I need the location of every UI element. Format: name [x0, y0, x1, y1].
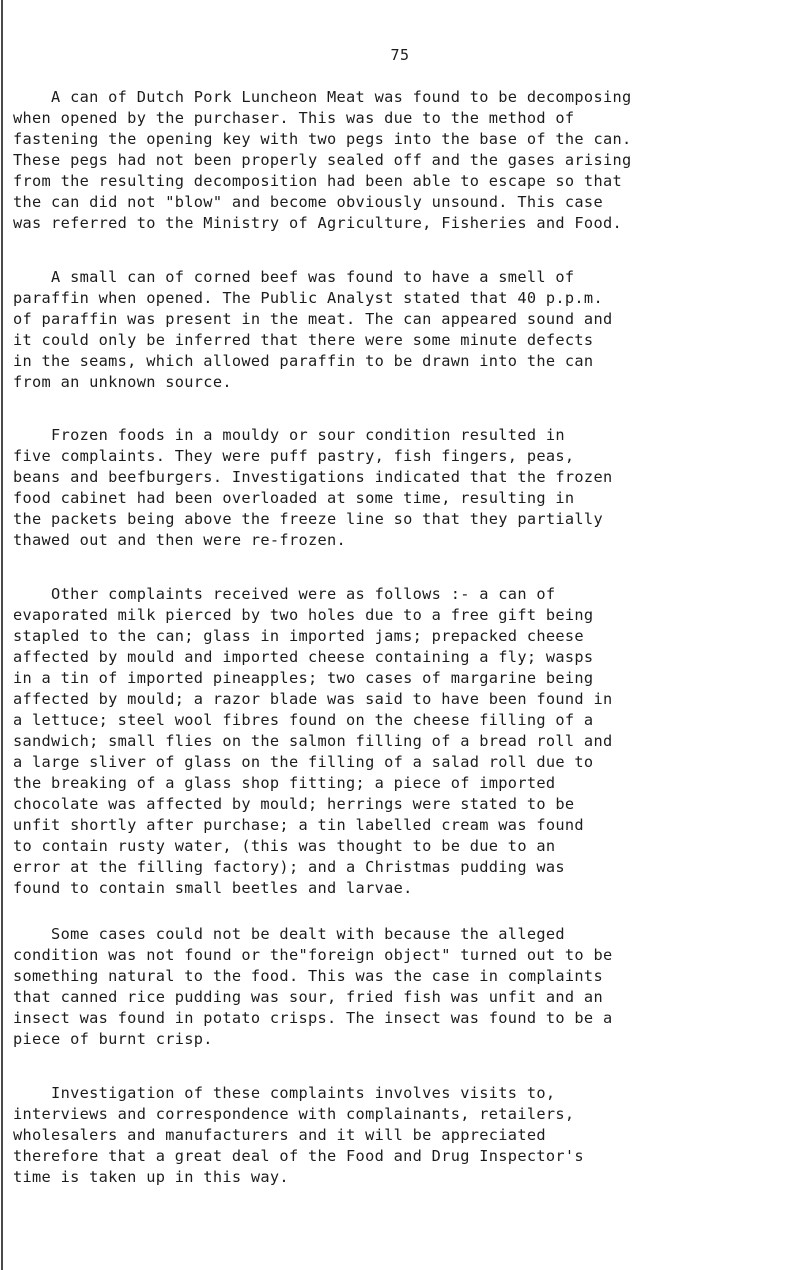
text-line: interviews and correspondence with complainants, retailers, [13, 1105, 575, 1123]
text-line: evaporated milk pierced by two holes due to a free gift being [13, 606, 594, 624]
text-line: found to contain small beetles and larvae. [13, 879, 413, 897]
text-line: insect was found in potato crisps. The insect was found to be a [13, 1009, 613, 1027]
text-line: it could only be inferred that there were some minute defects [13, 331, 594, 349]
text-line: that canned rice pudding was sour, fried fish was unfit and an [13, 988, 603, 1006]
text-line: in the seams, which allowed paraffin to be drawn into the can [13, 352, 594, 370]
text-line: fastening the opening key with two pegs into the base of the can. [13, 130, 632, 148]
text-line: five complaints. They were puff pastry, fish fingers, peas, [13, 447, 575, 465]
text-line: sandwich; small flies on the salmon filling of a bread roll and [13, 732, 613, 750]
paragraph-investigation [13, 1083, 793, 1188]
text-line: the packets being above the freeze line so that they partially [13, 510, 603, 528]
text-line: of paraffin was present in the meat. The can appeared sound and [13, 310, 613, 328]
text-line: affected by mould; a razor blade was said to have been found in [13, 690, 613, 708]
text-line: A small can of corned beef was found to have a smell of [13, 268, 575, 286]
text-line: therefore that a great deal of the Food and Drug Inspector's [13, 1147, 584, 1165]
text-line: from the resulting decomposition had been able to escape so that [13, 172, 622, 190]
text-line: chocolate was affected by mould; herrings were stated to be [13, 795, 575, 813]
text-line: the breaking of a glass shop fitting; a piece of imported [13, 774, 556, 792]
paragraph-corned-beef [13, 267, 793, 393]
text-line: when opened by the purchaser. This was due to the method of [13, 109, 575, 127]
text-line: Frozen foods in a mouldy or sour condition resulted in [13, 426, 565, 444]
text-line: thawed out and then were re-frozen. [13, 531, 347, 549]
text-line: time is taken up in this way. [13, 1168, 289, 1186]
text-line: from an unknown source. [13, 373, 232, 391]
text-line: These pegs had not been properly sealed off and the gases arising [13, 151, 632, 169]
text-line: food cabinet had been overloaded at some time, resulting in [13, 489, 575, 507]
text-line: wholesalers and manufacturers and it will be appreciated [13, 1126, 546, 1144]
paragraph-frozen-foods [13, 425, 793, 551]
text-line: Some cases could not be dealt with because the alleged [13, 925, 565, 943]
text-line: beans and beefburgers. Investigations indicated that the frozen [13, 468, 613, 486]
text-line: error at the filling factory); and a Christmas pudding was [13, 858, 565, 876]
text-line: a large sliver of glass on the filling of a salad roll due to [13, 753, 594, 771]
text-line: Other complaints received were as follows :- a can of [13, 585, 556, 603]
text-line: something natural to the food. This was the case in complaints [13, 967, 603, 985]
text-line: Investigation of these complaints involves visits to, [13, 1084, 556, 1102]
text-line: piece of burnt crisp. [13, 1030, 213, 1048]
text-line: to contain rusty water, (this was thought to be due to an [13, 837, 556, 855]
text-line: the can did not "blow" and become obviously unsound. This case [13, 193, 603, 211]
paragraph-other-complaints [13, 584, 793, 899]
text-line: A can of Dutch Pork Luncheon Meat was found to be decomposing [13, 88, 632, 106]
text-line: stapled to the can; glass in imported jams; prepacked cheese [13, 627, 584, 645]
text-line: in a tin of imported pineapples; two cases of margarine being [13, 669, 594, 687]
text-line: was referred to the Ministry of Agriculture, Fisheries and Food. [13, 214, 622, 232]
text-line: affected by mould and imported cheese containing a fly; wasps [13, 648, 594, 666]
text-line: unfit shortly after purchase; a tin labelled cream was found [13, 816, 584, 834]
page-number: 75 [390, 46, 410, 64]
text-line: a lettuce; steel wool fibres found on the cheese filling of a [13, 711, 594, 729]
paragraph-unresolved-cases [13, 924, 793, 1050]
paragraph-luncheon-meat [13, 87, 793, 234]
text-line: condition was not found or the"foreign object" turned out to be [13, 946, 613, 964]
text-line: paraffin when opened. The Public Analyst stated that 40 p.p.m. [13, 289, 603, 307]
left-margin-rule [1, 0, 3, 1270]
